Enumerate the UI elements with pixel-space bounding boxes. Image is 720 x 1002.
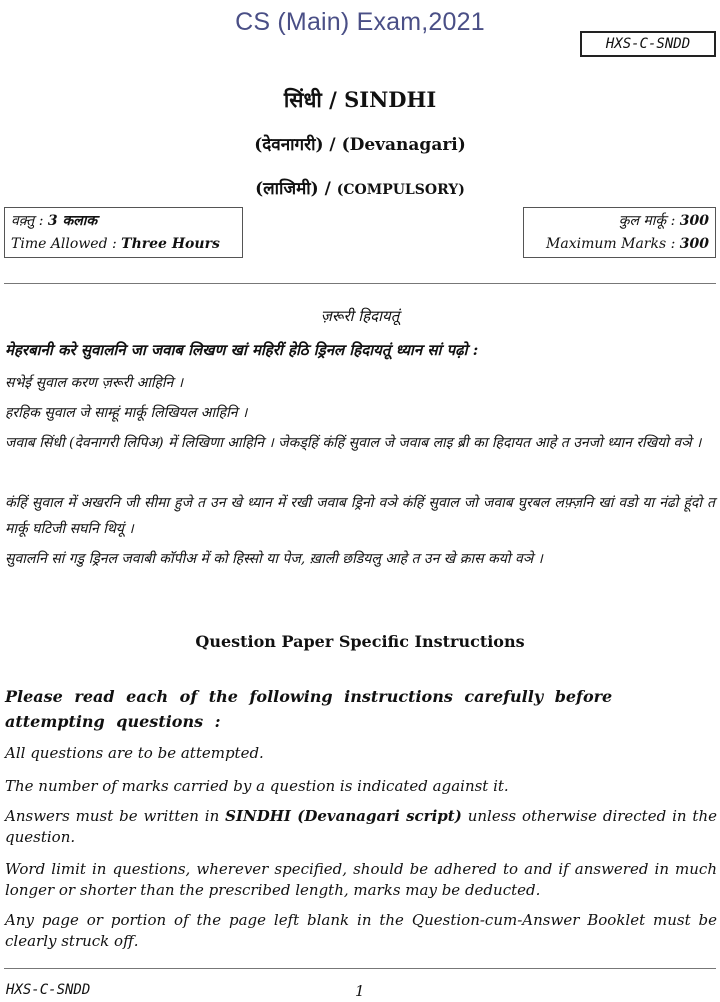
time-allowed-box [4, 207, 243, 258]
time-hindi [11, 210, 236, 233]
time-hindi-value: 3 कलाक [47, 213, 98, 229]
hindi-instruction-item: सुवालनि सां गडु ड्रिनल जवाबी कॉपीअ में को हिस्सो या पेज, ख़ाली छडियलु आहे त उन खे क्रास कयो वञे । [5, 551, 543, 567]
english-instruction-item: All questions are to be attempted. [5, 744, 264, 762]
instruction-text: unless otherwise directed in the question. [5, 807, 717, 846]
page-number: 1 [355, 982, 365, 1000]
marks-hindi-label: कुल मार्कू : [618, 213, 680, 229]
exam-stamp: CS (Main) Exam,2021 [235, 8, 485, 36]
time-english [11, 233, 236, 256]
instruction-text: Answers must be written in [5, 807, 226, 825]
specific-instructions-heading: Question Paper Specific Instructions [195, 632, 525, 651]
paper-code-box: HXS-C-SNDD [580, 31, 716, 57]
english-instruction-item: Any page or portion of the page left blank in the Question-cum-Answer Booklet must be clearly struck off. [5, 911, 717, 950]
maximum-marks-box [523, 207, 716, 258]
time-hindi-label: वक़्तु : [11, 213, 48, 229]
english-instruction-item: The number of marks carried by a question is indicated against it. [5, 777, 509, 795]
english-instruction-item [5, 806, 717, 848]
compulsory-line [0, 176, 720, 199]
marks-hindi-value: 300 [679, 213, 709, 229]
compulsory-hindi: (लाजिमी) / [255, 179, 331, 199]
hindi-instructions-heading: ज़रूरी हिदायतूं [320, 307, 400, 325]
paper-title: सिंधी / SINDHI [283, 87, 437, 112]
marks-en-value: 300 [679, 236, 709, 252]
marks-english [530, 233, 709, 256]
time-en-value: Three Hours [121, 236, 220, 252]
hindi-instruction-item: सभेई सुवाल करण ज़रूरी आहिनि । [5, 375, 184, 391]
instruction-emphasis: SINDHI (Devanagari script) [225, 807, 462, 825]
english-instruction-item: Word limit in questions, wherever specified, should be adhered to and if answered in much longer or shorter than the prescribed length, marks may be deducted. [5, 860, 717, 899]
hindi-instructions-lead: मेहरबानी करे सुवालनि जा जवाब लिखण खां महिरीं हेठि ड्रिनल हिदायतूं ध्यान सां पढ़ो : [5, 341, 479, 359]
english-instructions-lead: Please read each of the following instructions carefully before attempting questions : [5, 687, 613, 731]
footer-paper-code: HXS-C-SNDD [6, 982, 91, 998]
time-en-label: Time Allowed : [11, 236, 122, 252]
marks-hindi [530, 210, 709, 233]
hindi-instruction-item: कंहिं सुवाल में अखरनि जी सीमा हुजे त उन खे ध्यान में रखी जवाब ड्रिनो वञे कंहिं सुवाल जो जवाब घुरबल लफ़्ज़नि खां वडो या नंढो हूंदो त मार्कू घटिजी सघनि थियूं । [5, 495, 715, 537]
compulsory-english: (COMPULSORY) [336, 182, 465, 198]
footer-divider [4, 968, 716, 969]
script-line: (देवनागरी) / (Devanagari) [254, 135, 466, 155]
hindi-instruction-item: हरहिक सुवाल जे साम्हूं मार्कू लिखियल आहिनि । [5, 405, 248, 421]
divider [4, 283, 716, 284]
marks-en-label: Maximum Marks : [546, 236, 680, 252]
hindi-instruction-item: जवाब सिंधी (देवनागरी लिपिअ) में लिखिणा आहिनि । जेकड्हिं कंहिं सुवाल जे जवाब लाइ ब्री का हिदायत आहे त उनजो ध्यान रखियो वञे । [5, 435, 702, 451]
